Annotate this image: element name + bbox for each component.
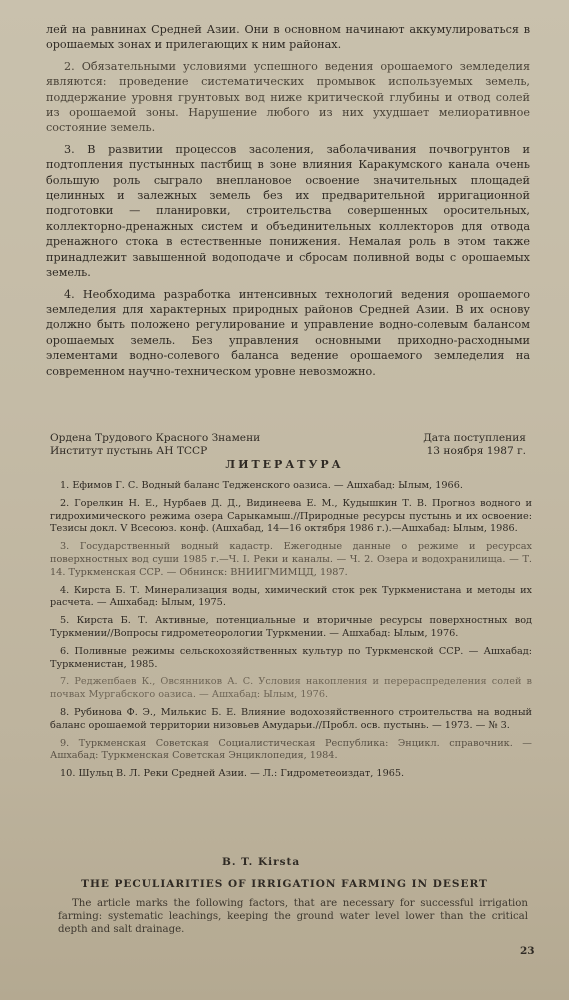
paragraph-2: 2. Обязательными условиями успешного ведения орошаемого земледелия являются: проведение систематических промывок используемых земель, поддержание уровня грунтовых вод ниже критической глубины и отвод солей из орошаемой зоны. Нарушение любого из них ухудшает мелиоративное состояние земель. — [46, 59, 530, 135]
received-label: Дата поступления — [423, 432, 526, 444]
affiliation-line-2: Институт пустынь АН ТССР — [50, 445, 208, 457]
reference-list — [50, 480, 532, 786]
english-author: B. T. Kirsta — [222, 856, 301, 868]
reference-item: 3. Государственный водный кадастр. Ежегодные данные о режиме и ресурсах поверхностных вод суши 1985 г.—Ч. I. Реки и каналы. — Ч. 2. Озера и водохранилища. — Т. 14. Туркменская ССР. — Обнинск: ВНИИГМИМЦД, 1987. — [50, 541, 532, 578]
reference-item: 10. Шульц В. Л. Реки Средней Азии. — Л.: Гидрометеоиздат, 1965. — [60, 768, 405, 780]
reference-item: 6. Поливные режимы сельскохозяйственных культур по Туркменской ССР. — Ашхабад: Туркменистан, 1985. — [50, 645, 532, 670]
reference-item: 1. Ефимов Г. С. Водный баланс Тедженского оазиса. — Ашхабад: Ылым, 1966. — [60, 480, 463, 491]
reference-item: 8. Рубинова Ф. Э., Милькис Б. Е. Влияние водохозяйственного строительства на водный баланс орошаемой территории низовьев Амударьи.//Пробл. осв. пустынь. — 1973. — № 3. — [50, 706, 532, 731]
paragraph-4: 4. Необходима разработка интенсивных технологий ведения орошаемого земледелия для характерных природных районов Средней Азии. В их основу должно быть положено регулирование и управление водно-солевым балансом орошаемых земель. Без управления основными приходно-расходными элементами водно-солевого баланса ведение орошаемого земледелия на современном научно-техническом уровне невозможно. — [46, 287, 530, 378]
paragraph-3: 3. В развитии процессов засоления, заболачивания почвогрунтов и подтопления пустынных пастбищ в зоне влияния Каракумского канала очень большую роль сыграло внеплановое освоение значительных площадей целинных и залежных земель без их предварительной ирригационной подготовки — планировки, строительства совершенных оросительных, коллекторно-дренажных систем и объединительных коллекторов для отвода дренажного стока в естественные понижения. Немалая роль в этом также принадлежит завышенной водоподаче и сбросам поливной воды с орошаемых земель. — [46, 142, 530, 280]
reference-item: 4. Кирста Б. Т. Минерализация воды, химический сток рек Туркменистана и методы их расчета. — Ашхабад: Ылым, 1975. — [50, 584, 532, 609]
reference-item: 5. Кирста Б. Т. Активные, потенциальные и вторичные ресурсы поверхностных вод Туркмении//Вопросы гидрометеорологии Туркмении. — Ашхабад: Ылым, 1976. — [50, 615, 532, 639]
english-abstract — [58, 897, 528, 936]
page-number: 23 — [520, 945, 535, 957]
english-title: THE PECULIARITIES OF IRRIGATION FARMING IN DESERT — [81, 878, 488, 890]
abstract-text: The article marks the following factors, that are necessary for successful irrigation farming: systematic leachings, keeping the ground water level lower than the critical depth and salt drainage. — [58, 898, 528, 935]
reference-item: 7. Реджепбаев К., Овсянников А. С. Условия накопления и перераспределения солей в почвах Мургабского оазиса. — Ашхабад: Ылым, 1976. — [50, 676, 532, 701]
affiliation-line-1: Ордена Трудового Красного Знамени — [50, 432, 261, 444]
received-date: 13 ноября 1987 г. — [426, 445, 526, 457]
main-text — [46, 22, 530, 385]
reference-item: 2. Горелкин Н. Е., Нурбаев Д. Д., Видинеева Е. М., Кудышкин Т. В. Прогноз водного и гидрохимического режима озера Сарыкамыш.//Природные ресурсы пустынь и их освоение: Тезисы докл. V Всесоюз. конф. (Ашхабад, 14—16 октября 1986 г.).—Ашхабад: Ылым, 1986. — [50, 497, 532, 535]
paragraph-continuation: лей на равнинах Средней Азии. Они в основном начинают аккумулироваться в орошаемых зонах и прилегающих к ним районах. — [46, 23, 530, 52]
reference-item: 9. Туркменская Советская Социалистическая Республика: Энцикл. справочник. — Ашхабад: Туркменская Советская Энциклопедия, 1984. — [50, 737, 532, 762]
literature-heading: ЛИТЕРАТУРА — [225, 458, 344, 471]
